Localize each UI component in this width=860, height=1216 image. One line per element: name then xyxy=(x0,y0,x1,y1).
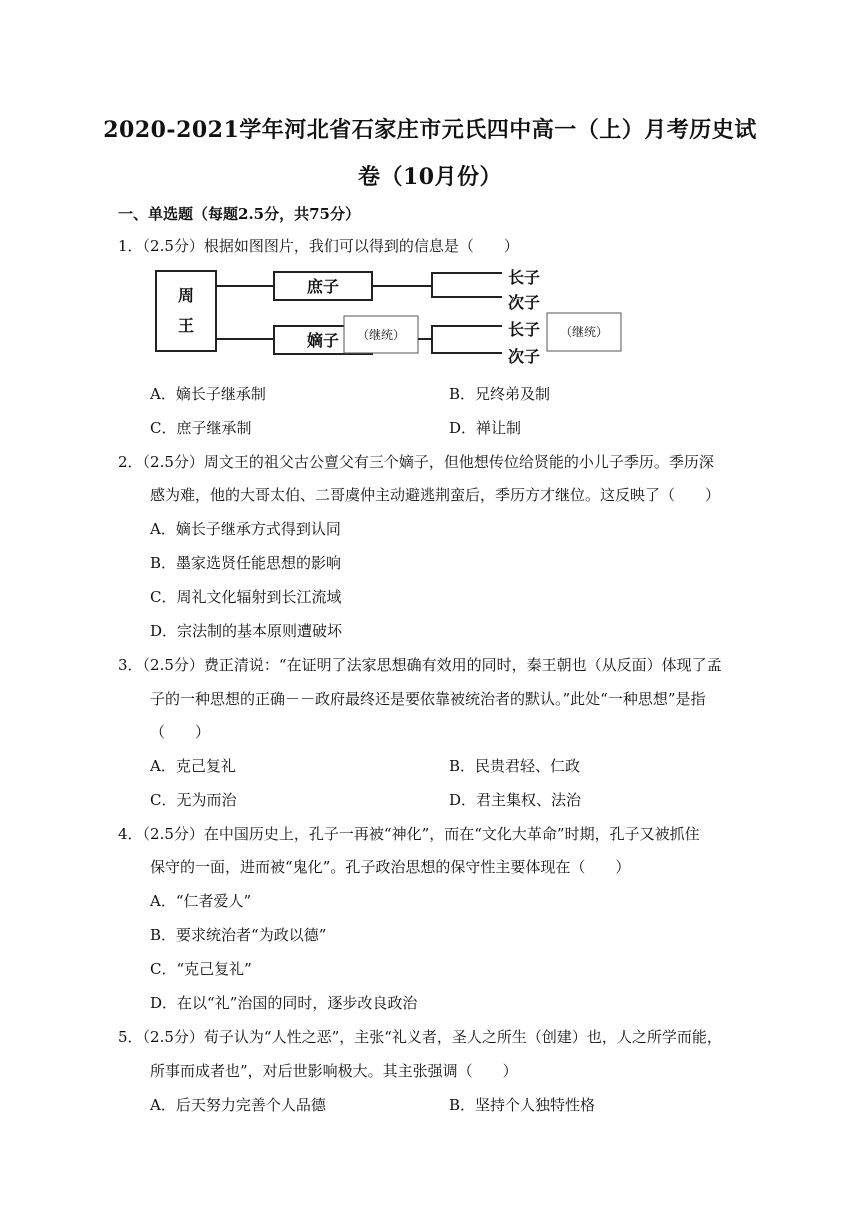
shuzi-label: 庶子 xyxy=(306,277,340,296)
q2-option-c: C．周礼文化辐射到长江流域 xyxy=(150,588,342,606)
zhou-wang-label-1: 周 xyxy=(177,286,195,305)
q4-option-d: D．在以“礼”治国的同时，逐步改良政治 xyxy=(150,994,418,1012)
q4-option-c: C．“克己复礼” xyxy=(150,960,252,978)
q1-option-a: A．嫡长子继承制 xyxy=(150,385,266,403)
jicheng-label-1: （继统） xyxy=(356,328,406,342)
zhangzi-label-2: 长子 xyxy=(508,320,541,339)
q1-option-c: C．庶子继承制 xyxy=(150,419,252,437)
zhou-wang-box xyxy=(156,271,216,351)
q1-option-b: B．兄终弟及制 xyxy=(449,385,551,403)
jicheng-label-2: （继统） xyxy=(559,325,609,339)
dizi-label: 嫡子 xyxy=(306,331,340,350)
q2-option-d: D．宗法制的基本原则遭破坏 xyxy=(150,622,343,640)
zhangzi-label-1: 长子 xyxy=(508,268,541,287)
bracket-upper xyxy=(432,273,502,297)
q3-stem-line-2: 子的一种思想的正确－－政府最终还是要依靠被统治者的默认。”此处“一种思想”是指 xyxy=(150,690,706,708)
q4-option-a: A．“仁者爱人” xyxy=(150,892,252,910)
q5-option-a: A．后天努力完善个人品德 xyxy=(150,1096,326,1114)
cizi-label-2: 次子 xyxy=(508,347,541,366)
exam-title-line-2: 卷（10月份） xyxy=(357,164,503,190)
cizi-label-1: 次子 xyxy=(508,293,541,312)
q5-stem-line-2: 所事而成者也”，对后世影响极大。其主张强调（ ） xyxy=(150,1062,518,1080)
q2-option-b: B．墨家选贤任能思想的影响 xyxy=(150,554,342,572)
zhou-wang-label-2: 王 xyxy=(177,316,195,335)
q2-option-a: A．嫡长子继承方式得到认同 xyxy=(150,520,341,538)
q5-option-b: B．坚持个人独特性格 xyxy=(449,1096,596,1114)
q3-option-d: D．君主集权、法治 xyxy=(449,791,582,809)
q1-option-d: D．禅让制 xyxy=(449,419,522,437)
q3-option-b: B．民贵君轻、仁政 xyxy=(449,757,581,775)
section-heading: 一、单选题（每题2.5分，共75分） xyxy=(118,205,360,223)
q2-stem-line-2: 感为难，他的大哥太伯、二哥虞仲主动避逃荆蛮后，季历方才继位。这反映了（ ） xyxy=(150,486,721,504)
q4-stem-line-1: 4．（2.5分）在中国历史上，孔子一再被“神化”，而在“文化大革命”时期，孔子又被抓住 xyxy=(118,825,700,843)
q4-stem-line-2: 保守的一面，进而被“鬼化”。孔子政治思想的保守性主要体现在（ ） xyxy=(150,858,631,876)
q1-stem: 1．（2.5分）根据如图图片，我们可以得到的信息是（ ） xyxy=(118,237,519,255)
q4-option-b: B．要求统治者“为政以德” xyxy=(150,926,327,944)
q3-stem-line-1: 3．（2.5分）费正清说：“在证明了法家思想确有效用的同时，秦王朝也（从反面）体现了孟 xyxy=(118,656,722,674)
q3-option-c: C．无为而治 xyxy=(150,791,237,809)
q3-option-a: A．克己复礼 xyxy=(150,757,236,775)
bracket-lower xyxy=(432,326,502,353)
succession-diagram xyxy=(150,263,630,375)
exam-title-line-1: 2020-2021学年河北省石家庄市元氏四中高一（上）月考历史试 xyxy=(103,117,757,143)
q5-stem-line-1: 5．（2.5分）荀子认为“人性之恶”，主张“礼义者，圣人之所生（创建）也，人之所学而能， xyxy=(118,1028,722,1046)
q3-stem-line-3: （ ） xyxy=(150,723,211,741)
q2-stem-line-1: 2．（2.5分）周文王的祖父古公亶父有三个嫡子，但他想传位给贤能的小儿子季历。季历深 xyxy=(118,453,714,471)
